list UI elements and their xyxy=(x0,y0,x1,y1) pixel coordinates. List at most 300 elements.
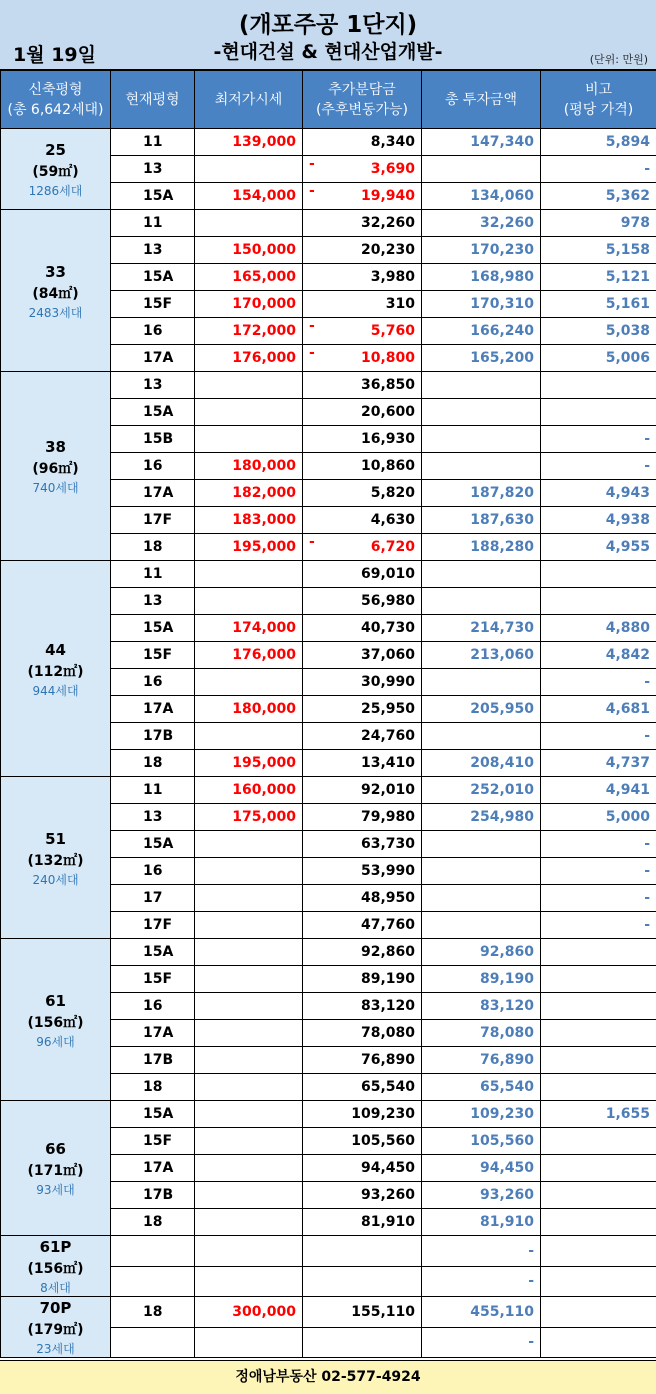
col-header-line: (총 6,642세대) xyxy=(7,101,104,118)
price-table xyxy=(0,70,656,1358)
note-cell xyxy=(541,426,656,453)
note-cell xyxy=(541,642,656,669)
min-price-cell xyxy=(195,210,303,237)
min-price-cell xyxy=(195,885,303,912)
additional-charge-cell-value: 13,410 xyxy=(360,755,415,771)
table-row xyxy=(1,777,656,804)
note-cell xyxy=(541,1297,656,1328)
note-cell xyxy=(541,939,656,966)
current-size-cell xyxy=(111,966,195,993)
min-price-cell xyxy=(195,588,303,615)
note-cell xyxy=(541,561,656,588)
note-cell xyxy=(541,372,656,399)
additional-charge-cell-value: 65,540 xyxy=(360,1079,415,1095)
total-investment-cell xyxy=(422,1236,541,1267)
note-cell xyxy=(541,1074,656,1101)
additional-charge-cell xyxy=(303,1101,422,1128)
additional-charge-cell xyxy=(303,777,422,804)
col-header-line: 신축평형 xyxy=(28,81,83,98)
additional-charge-cell-value: 40,730 xyxy=(360,620,415,636)
total-investment-cell-value: 208,410 xyxy=(470,755,534,771)
total-investment-cell xyxy=(422,642,541,669)
total-investment-cell-value: 105,560 xyxy=(470,1133,534,1149)
current-size-cell-value: 16 xyxy=(143,458,163,474)
minus-sign: - xyxy=(309,318,315,334)
note-cell-value: - xyxy=(644,836,650,852)
min-price-cell xyxy=(195,183,303,210)
min-price-cell-value: 175,000 xyxy=(232,809,296,825)
current-size-cell-value: 16 xyxy=(143,863,163,879)
additional-charge-cell-value: 5,820 xyxy=(370,485,415,501)
current-size-cell-value: 13 xyxy=(143,377,163,393)
additional-charge-cell-value: 6,720 xyxy=(370,539,415,555)
min-price-cell-value: 154,000 xyxy=(232,188,296,204)
col-header-new-size xyxy=(1,71,111,129)
table-header-row xyxy=(1,71,656,129)
current-size-cell xyxy=(111,696,195,723)
additional-charge-cell-value: 5,760 xyxy=(370,323,415,339)
group-cell xyxy=(1,1297,111,1358)
total-investment-cell xyxy=(422,723,541,750)
note-cell-value: 5,158 xyxy=(605,242,650,258)
additional-charge-cell-value: 16,930 xyxy=(360,431,415,447)
min-price-cell xyxy=(195,507,303,534)
current-size-cell-value: 16 xyxy=(143,323,163,339)
note-cell xyxy=(541,615,656,642)
min-price-cell xyxy=(195,264,303,291)
total-investment-cell xyxy=(422,993,541,1020)
additional-charge-cell xyxy=(303,1297,422,1328)
note-cell xyxy=(541,1182,656,1209)
additional-charge-cell-value: 93,260 xyxy=(360,1187,415,1203)
total-investment-cell xyxy=(422,156,541,183)
sheet-title: (개포주공 1단지) xyxy=(238,12,418,38)
total-investment-cell xyxy=(422,210,541,237)
additional-charge-cell xyxy=(303,183,422,210)
additional-charge-cell xyxy=(303,831,422,858)
additional-charge-cell xyxy=(303,534,422,561)
note-cell xyxy=(541,912,656,939)
total-investment-cell xyxy=(422,858,541,885)
note-cell xyxy=(541,1047,656,1074)
min-price-cell-value: 300,000 xyxy=(232,1303,296,1320)
col-header-line: 총 투자금액 xyxy=(444,91,518,108)
total-investment-cell xyxy=(422,345,541,372)
total-investment-cell xyxy=(422,696,541,723)
group-area: (132㎡) xyxy=(27,852,84,869)
note-cell xyxy=(541,831,656,858)
current-size-cell xyxy=(111,642,195,669)
min-price-cell-value: 165,000 xyxy=(232,269,296,285)
current-size-cell-value: 18 xyxy=(143,539,163,555)
additional-charge-cell-value: 36,850 xyxy=(360,377,415,393)
additional-charge-cell xyxy=(303,426,422,453)
additional-charge-cell-value: 76,890 xyxy=(360,1052,415,1068)
note-cell-value: 5,038 xyxy=(605,323,650,339)
note-cell xyxy=(541,723,656,750)
note-cell xyxy=(541,507,656,534)
current-size-cell-value: 15A xyxy=(143,620,174,636)
current-size-cell-value: 15F xyxy=(143,971,173,987)
min-price-cell-value: 180,000 xyxy=(232,701,296,717)
col-header-min-price xyxy=(195,71,303,129)
note-cell xyxy=(541,1020,656,1047)
total-investment-cell xyxy=(422,264,541,291)
col-header-line: 비고 xyxy=(584,81,613,98)
note-cell xyxy=(541,183,656,210)
additional-charge-cell-value: 3,980 xyxy=(370,269,415,285)
total-investment-cell xyxy=(422,561,541,588)
min-price-cell-value: 183,000 xyxy=(232,512,296,528)
min-price-cell xyxy=(195,1020,303,1047)
table-row xyxy=(1,1101,656,1128)
current-size-cell-value: 17A xyxy=(143,350,174,366)
current-size-cell xyxy=(111,399,195,426)
group-size: 25 xyxy=(45,141,66,159)
current-size-cell xyxy=(111,1047,195,1074)
additional-charge-cell xyxy=(303,156,422,183)
min-price-cell xyxy=(195,1327,303,1358)
total-investment-cell xyxy=(422,480,541,507)
additional-charge-cell xyxy=(303,669,422,696)
note-cell-value: 4,943 xyxy=(605,485,650,501)
total-investment-cell-value: 252,010 xyxy=(470,782,534,798)
note-cell xyxy=(541,858,656,885)
min-price-cell xyxy=(195,939,303,966)
additional-charge-cell-value: 47,760 xyxy=(360,917,415,933)
current-size-cell-value: 17A xyxy=(143,701,174,717)
total-investment-cell-value: 170,310 xyxy=(470,296,534,312)
current-size-cell-value: 15A xyxy=(143,836,174,852)
additional-charge-cell-value: 63,730 xyxy=(360,836,415,852)
min-price-cell xyxy=(195,1266,303,1297)
min-price-cell xyxy=(195,426,303,453)
current-size-cell-value: 17F xyxy=(143,917,173,933)
min-price-cell xyxy=(195,1047,303,1074)
total-investment-cell-value: 205,950 xyxy=(470,701,534,717)
total-investment-cell xyxy=(422,372,541,399)
additional-charge-cell xyxy=(303,588,422,615)
note-cell-value: 5,894 xyxy=(605,134,650,150)
note-cell xyxy=(541,966,656,993)
additional-charge-cell-value: 48,950 xyxy=(360,890,415,906)
min-price-cell-value: 195,000 xyxy=(232,539,296,555)
min-price-cell-value: 139,000 xyxy=(232,134,296,150)
total-investment-cell-value: 65,540 xyxy=(479,1079,534,1095)
total-investment-cell xyxy=(422,1020,541,1047)
min-price-cell-value: 182,000 xyxy=(232,485,296,501)
total-investment-cell xyxy=(422,183,541,210)
min-price-cell xyxy=(195,534,303,561)
total-investment-cell-value: 81,910 xyxy=(479,1214,534,1230)
total-investment-cell xyxy=(422,1209,541,1236)
group-size: 38 xyxy=(45,438,66,456)
unit-note: (단위: 만원) xyxy=(589,53,648,66)
total-investment-cell xyxy=(422,534,541,561)
min-price-cell xyxy=(195,993,303,1020)
table-body xyxy=(1,129,656,1358)
group-size: 33 xyxy=(45,262,66,281)
current-size-cell xyxy=(111,453,195,480)
table-row xyxy=(1,561,656,588)
note-cell xyxy=(541,345,656,372)
current-size-cell-value: 15A xyxy=(143,1106,174,1122)
group-cell xyxy=(1,777,111,939)
note-cell-value: 5,121 xyxy=(605,269,650,285)
minus-sign: - xyxy=(309,534,315,550)
min-price-cell xyxy=(195,858,303,885)
table-row xyxy=(1,1297,656,1328)
additional-charge-cell xyxy=(303,993,422,1020)
total-investment-cell-value: 78,080 xyxy=(479,1025,534,1041)
additional-charge-cell xyxy=(303,237,422,264)
group-size: 61P xyxy=(39,1238,72,1256)
total-investment-cell xyxy=(422,885,541,912)
current-size-cell-value: 15B xyxy=(143,431,174,447)
sheet-date: 1월 19일 xyxy=(13,44,96,66)
total-investment-cell xyxy=(422,453,541,480)
additional-charge-cell xyxy=(303,480,422,507)
min-price-cell xyxy=(195,615,303,642)
min-price-cell xyxy=(195,642,303,669)
note-cell xyxy=(541,129,656,156)
total-investment-cell xyxy=(422,1101,541,1128)
additional-charge-cell-value: 83,120 xyxy=(360,998,415,1014)
additional-charge-cell xyxy=(303,939,422,966)
additional-charge-cell xyxy=(303,723,422,750)
minus-sign: - xyxy=(309,156,315,172)
sheet-subtitle: -현대건설 & 현대산업개발- xyxy=(213,41,443,63)
current-size-cell-value: 15A xyxy=(143,269,174,285)
current-size-cell-value: 11 xyxy=(143,566,163,582)
total-investment-cell-value: 134,060 xyxy=(470,188,534,204)
min-price-cell xyxy=(195,291,303,318)
current-size-cell-value: 17A xyxy=(143,1160,174,1176)
group-size: 66 xyxy=(45,1140,66,1158)
total-investment-cell xyxy=(422,1074,541,1101)
current-size-cell xyxy=(111,939,195,966)
group-units: 23세대 xyxy=(36,1342,75,1356)
total-investment-cell-value: 76,890 xyxy=(479,1052,534,1068)
current-size-cell xyxy=(111,885,195,912)
current-size-cell xyxy=(111,993,195,1020)
min-price-cell xyxy=(195,129,303,156)
note-cell xyxy=(541,156,656,183)
group-size: 51 xyxy=(45,829,66,848)
group-area: (179㎡) xyxy=(27,1322,84,1338)
note-cell xyxy=(541,534,656,561)
current-size-cell-value: 17 xyxy=(143,890,163,906)
min-price-cell xyxy=(195,966,303,993)
additional-charge-cell-value: 20,600 xyxy=(360,404,415,420)
additional-charge-cell-value: 25,950 xyxy=(360,701,415,717)
additional-charge-cell xyxy=(303,1155,422,1182)
additional-charge-cell xyxy=(303,1266,422,1297)
total-investment-cell-value: 166,240 xyxy=(470,323,534,339)
total-investment-cell-value: 93,260 xyxy=(479,1187,534,1203)
note-cell-value: 1,655 xyxy=(605,1106,650,1122)
current-size-cell xyxy=(111,183,195,210)
current-size-cell-value: 13 xyxy=(143,593,163,609)
current-size-cell-value: 15F xyxy=(143,1133,173,1149)
table-row xyxy=(1,939,656,966)
min-price-cell xyxy=(195,1101,303,1128)
additional-charge-cell xyxy=(303,1209,422,1236)
current-size-cell-value: 13 xyxy=(143,161,163,177)
group-units: 944세대 xyxy=(32,683,79,698)
note-cell-value: - xyxy=(644,917,650,933)
min-price-cell xyxy=(195,345,303,372)
current-size-cell xyxy=(111,237,195,264)
additional-charge-cell xyxy=(303,507,422,534)
total-investment-cell-value: - xyxy=(528,1334,534,1351)
footer-contact: 정애남부동산 02-577-4924 xyxy=(0,1360,656,1394)
current-size-cell xyxy=(111,831,195,858)
minus-sign: - xyxy=(309,345,315,361)
group-cell xyxy=(1,129,111,210)
current-size-cell xyxy=(111,534,195,561)
current-size-cell xyxy=(111,1327,195,1358)
note-cell xyxy=(541,480,656,507)
current-size-cell-value: 18 xyxy=(143,1214,163,1230)
group-area: (59㎡) xyxy=(32,164,79,180)
additional-charge-cell-value: 10,860 xyxy=(360,458,415,474)
total-investment-cell xyxy=(422,939,541,966)
additional-charge-cell-value: 69,010 xyxy=(360,566,415,582)
note-cell-value: - xyxy=(644,890,650,906)
col-header-additional-charge xyxy=(303,71,422,129)
additional-charge-cell-value: 37,060 xyxy=(360,647,415,663)
min-price-cell xyxy=(195,318,303,345)
min-price-cell xyxy=(195,561,303,588)
current-size-cell-value: 18 xyxy=(143,755,163,771)
additional-charge-cell xyxy=(303,1074,422,1101)
current-size-cell xyxy=(111,777,195,804)
current-size-cell xyxy=(111,291,195,318)
col-header-note xyxy=(541,71,656,129)
current-size-cell-value: 17A xyxy=(143,1025,174,1041)
additional-charge-cell xyxy=(303,1182,422,1209)
additional-charge-cell-value: 53,990 xyxy=(360,863,415,879)
note-cell-value: 978 xyxy=(620,215,650,231)
note-cell xyxy=(541,291,656,318)
note-cell-value: - xyxy=(644,161,650,177)
total-investment-cell xyxy=(422,615,541,642)
note-cell xyxy=(541,669,656,696)
additional-charge-cell xyxy=(303,966,422,993)
total-investment-cell xyxy=(422,291,541,318)
additional-charge-cell xyxy=(303,1047,422,1074)
current-size-cell xyxy=(111,480,195,507)
additional-charge-cell-value: 56,980 xyxy=(360,593,415,609)
current-size-cell-value: 15A xyxy=(143,404,174,420)
group-units: 240세대 xyxy=(32,872,79,887)
col-header-total-investment xyxy=(422,71,541,129)
note-cell-value: - xyxy=(644,458,650,474)
note-cell xyxy=(541,264,656,291)
note-cell-value: 5,006 xyxy=(605,350,650,366)
note-cell-value: - xyxy=(644,431,650,447)
note-cell xyxy=(541,777,656,804)
total-investment-cell-value: 187,630 xyxy=(470,512,534,528)
additional-charge-cell-value: 4,630 xyxy=(370,512,415,528)
col-header-line: (평당 가격) xyxy=(563,101,634,118)
additional-charge-cell-value: 105,560 xyxy=(351,1133,415,1149)
total-investment-cell-value: 32,260 xyxy=(479,215,534,231)
total-investment-cell xyxy=(422,588,541,615)
additional-charge-cell xyxy=(303,885,422,912)
col-header-line: (추후변동가능) xyxy=(315,101,409,118)
total-investment-cell xyxy=(422,318,541,345)
group-size: 44 xyxy=(45,640,66,659)
table-row xyxy=(1,129,656,156)
group-cell xyxy=(1,372,111,561)
group-size: 70P xyxy=(39,1299,72,1317)
group-cell xyxy=(1,561,111,777)
group-units: 2483세대 xyxy=(28,305,83,320)
additional-charge-cell xyxy=(303,453,422,480)
note-cell xyxy=(541,1209,656,1236)
current-size-cell-value: 15F xyxy=(143,647,173,663)
current-size-cell-value: 11 xyxy=(143,134,163,150)
current-size-cell xyxy=(111,345,195,372)
additional-charge-cell xyxy=(303,615,422,642)
current-size-cell-value: 15A xyxy=(143,188,174,204)
additional-charge-cell-value: 78,080 xyxy=(360,1025,415,1041)
current-size-cell xyxy=(111,1128,195,1155)
current-size-cell xyxy=(111,561,195,588)
min-price-cell xyxy=(195,1155,303,1182)
current-size-cell-value: 11 xyxy=(143,782,163,798)
additional-charge-cell-value: 92,860 xyxy=(360,944,415,960)
current-size-cell xyxy=(111,156,195,183)
current-size-cell-value: 18 xyxy=(143,1079,163,1095)
current-size-cell xyxy=(111,615,195,642)
current-size-cell xyxy=(111,1020,195,1047)
additional-charge-cell xyxy=(303,399,422,426)
total-investment-cell-value: 170,230 xyxy=(470,242,534,258)
current-size-cell xyxy=(111,1266,195,1297)
additional-charge-cell-value: 81,910 xyxy=(360,1214,415,1230)
total-investment-cell xyxy=(422,777,541,804)
current-size-cell-value: 16 xyxy=(143,998,163,1014)
additional-charge-cell-value: 310 xyxy=(385,296,415,312)
additional-charge-cell xyxy=(303,1327,422,1358)
current-size-cell xyxy=(111,507,195,534)
total-investment-cell xyxy=(422,1128,541,1155)
table-row xyxy=(1,1236,656,1267)
current-size-cell xyxy=(111,1155,195,1182)
additional-charge-cell-value: 8,340 xyxy=(370,134,415,150)
current-size-cell xyxy=(111,210,195,237)
current-size-cell-value: 18 xyxy=(143,1303,163,1320)
total-investment-cell xyxy=(422,750,541,777)
total-investment-cell-value: 168,980 xyxy=(470,269,534,285)
note-cell xyxy=(541,1155,656,1182)
group-units: 93세대 xyxy=(36,1183,75,1197)
note-cell xyxy=(541,453,656,480)
total-investment-cell xyxy=(422,1047,541,1074)
min-price-cell xyxy=(195,1297,303,1328)
current-size-cell-value: 17A xyxy=(143,485,174,501)
current-size-cell xyxy=(111,129,195,156)
min-price-cell-value: 176,000 xyxy=(232,350,296,366)
current-size-cell-value: 13 xyxy=(143,809,163,825)
group-cell xyxy=(1,210,111,372)
note-cell-value: 4,842 xyxy=(605,647,650,663)
col-header-current-size xyxy=(111,71,195,129)
total-investment-cell xyxy=(422,237,541,264)
